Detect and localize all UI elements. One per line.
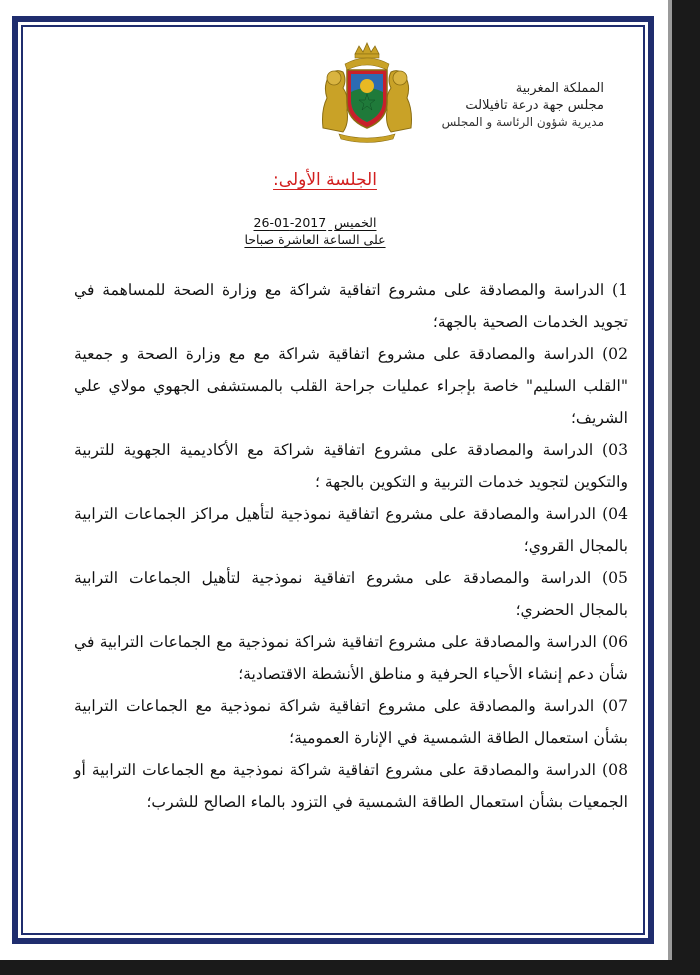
agenda-item: 06) الدراسة والمصادقة على مشروع اتفاقية شراكة نموذجية مع الجماعات الترابية في شأن دعم إنشاء الأحياء الحرفية و مناطق الأنشطة الاقتصادية؛ <box>74 633 628 683</box>
kingdom-name: المملكة المغربية <box>515 81 604 96</box>
agenda-item: 05) الدراسة والمصادقة على مشروع اتفاقية نموذجية لتأهيل الجماعات الترابية بالمجال الحضري؛ <box>74 569 628 619</box>
agenda-item: 07) الدراسة والمصادقة على مشروع اتفاقية شراكة نموذجية مع الجماعات الترابية بشأن استعمال الطاقة الشمسية في الإنارة العمومية؛ <box>74 697 628 747</box>
council-name: مجلس جهة درعة تافيلالت <box>465 98 604 113</box>
session-title: الجلسة الأولى: <box>273 170 377 190</box>
session-day: الخميس <box>334 215 377 230</box>
agenda-list <box>74 274 628 818</box>
agenda-item: 08) الدراسة والمصادقة على مشروع اتفاقية شراكة نموذجية مع الجماعات الترابية أو الجمعيات بشأن استعمال الطاقة الشمسية في التزود بالماء الصالح للشرب؛ <box>74 761 628 811</box>
document-header <box>344 80 604 131</box>
agenda-item: 02) الدراسة والمصادقة على مشروع اتفاقية شراكة مع مع وزارة الصحة و جمعية "القلب السليم" خاصة بإجراء عمليات جراحة القلب بالمستشفى الجهوي مولاي علي الشريف؛ <box>74 345 628 427</box>
session-date-line <box>230 215 400 230</box>
agenda-item: 04) الدراسة والمصادقة على مشروع اتفاقية نموذجية لتأهيل مراكز الجماعات الترابية بالمجال القروي؛ <box>74 505 628 555</box>
agenda-item: 1) الدراسة والمصادقة على مشروع اتفاقية شراكة مع وزارة الصحة للمساهمة في تجويد الخدمات الصحية بالجهة؛ <box>74 281 628 331</box>
session-date-block <box>230 215 400 247</box>
session-time: على الساعة العاشرة صباحا <box>244 232 386 247</box>
directorate-name: مديرية شؤون الرئاسة و المجلس <box>441 115 604 129</box>
agenda-item: 03) الدراسة والمصادقة على مشروع اتفاقية شراكة مع الأكاديمية الجهوية للتربية والتكوين لتجويد خدمات التربية و التكوين بالجهة ؛ <box>74 441 628 491</box>
session-date: 2017-01-26 <box>253 215 327 230</box>
